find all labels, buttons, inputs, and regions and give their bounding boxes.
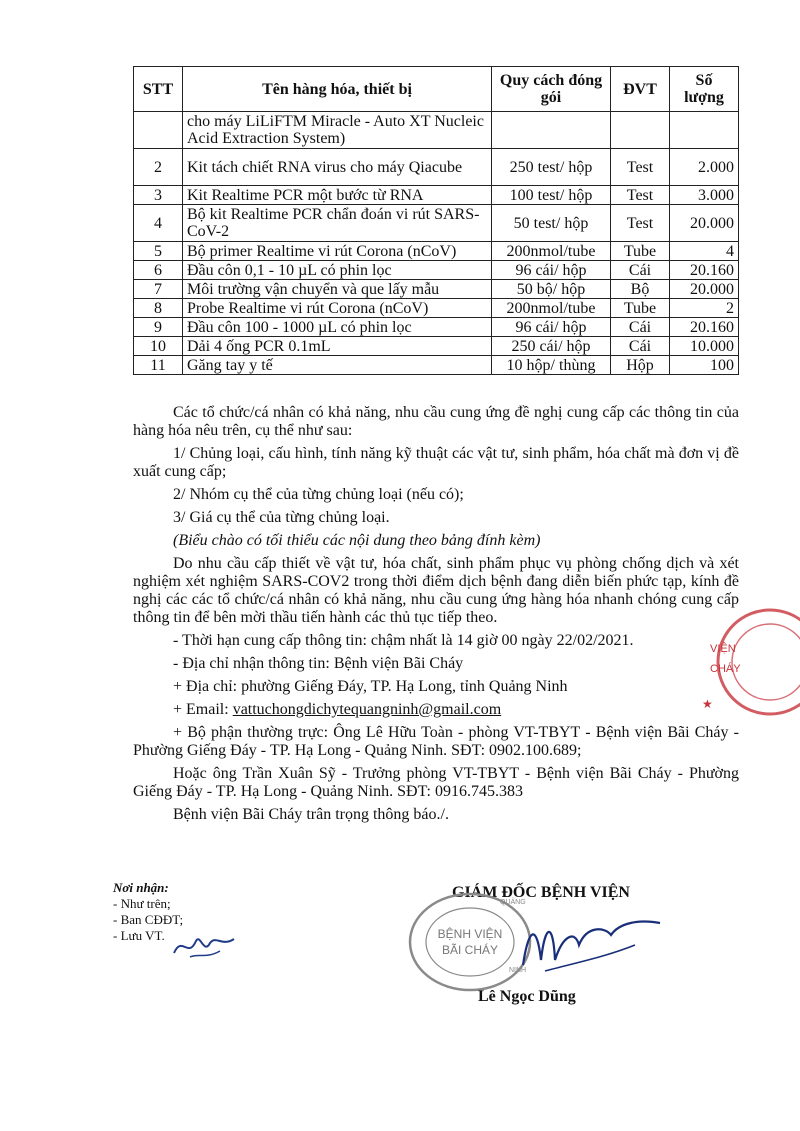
cell-qty: 20.160 (670, 261, 739, 280)
table-row (134, 318, 739, 337)
contact-1-paragraph: + Bộ phận thường trực: Ông Lê Hữu Toàn - phòng VT-TBYT - Bệnh viện Bãi Cháy - Phường Giếng Đáy - TP. Hạ Long - Quảng Ninh. SĐT: 0902.100.689; (133, 724, 739, 759)
header-unit: ĐVT (611, 67, 670, 112)
cell-spec: 250 test/ hộp (492, 149, 611, 186)
contact-2-paragraph: Hoặc ông Trần Xuân Sỹ - Trưởng phòng VT-TBYT - Bệnh viện Bãi Cháy - Phường Giếng Đáy - TP. Hạ Long - Quảng Ninh. SĐT: 0916.745.383 (133, 765, 739, 800)
table-row (134, 261, 739, 280)
stamp-side-right: NINH (509, 967, 527, 974)
cell-qty: 2.000 (670, 149, 739, 186)
cell-name: Kit Realtime PCR một bước từ RNA (183, 186, 492, 205)
initials-signature-icon (170, 925, 240, 965)
table-row (134, 205, 739, 242)
recipient-item: - Lưu VT. (113, 928, 165, 943)
cell-stt: 11 (134, 356, 183, 375)
items-table (133, 66, 739, 375)
cell-qty: 20.160 (670, 318, 739, 337)
cell-name: Probe Realtime vi rút Corona (nCoV) (183, 299, 492, 318)
cell-name: Đầu côn 100 - 1000 µL có phin lọc (183, 318, 492, 337)
cell-unit: Tube (611, 242, 670, 261)
table-row (134, 299, 739, 318)
cell-qty: 4 (670, 242, 739, 261)
cell-spec: 250 cái/ hộp (492, 337, 611, 356)
cell-unit (611, 112, 670, 149)
recipients-title: Nơi nhận: (113, 880, 169, 895)
cell-unit: Cái (611, 337, 670, 356)
cell-stt: 10 (134, 337, 183, 356)
address-line: + Địa chỉ: phường Giếng Đáy, TP. Hạ Long, tỉnh Quảng Ninh (173, 678, 568, 695)
header-stt: STT (134, 67, 183, 112)
header-spec: Quy cách đóng gói (492, 67, 611, 112)
cell-unit: Cái (611, 318, 670, 337)
signer-title: GIÁM ĐỐC BỆNH VIỆN (452, 884, 630, 901)
cell-qty: 20.000 (670, 280, 739, 299)
table-row (134, 356, 739, 375)
cell-name: Đầu côn 0,1 - 10 µL có phin lọc (183, 261, 492, 280)
cell-stt: 9 (134, 318, 183, 337)
intro-paragraph: Các tổ chức/cá nhân có khả năng, nhu cầu cung ứng đề nghị cung cấp các thông tin của hàng hóa nêu trên, cụ thể như sau: (133, 404, 739, 439)
reason-paragraph: Do nhu cầu cấp thiết về vật tư, hóa chất, sinh phẩm phục vụ phòng chống dịch và xét nghiệm xét nghiệm SARS-COV2 trong thời điểm dịch bệnh đang diễn biến phức tạp, kính đề nghị các các tổ chức/cá nhân có khả năng, nhu cầu cung ứng hàng hóa nhanh chóng cung cấp thông tin để bên mời thầu tiến hành các thủ tục tiếp theo. (133, 555, 739, 626)
cell-spec: 96 cái/ hộp (492, 318, 611, 337)
email-link[interactable]: vattuchongdichytequangninh@gmail.com (232, 701, 502, 718)
list-item-1: 1/ Chủng loại, cấu hình, tính năng kỹ thuật các vật tư, sinh phẩm, hóa chất mà đơn vị đề xuất cung cấp; (133, 445, 739, 480)
deadline-line: - Thời hạn cung cấp thông tin: chậm nhất là 14 giờ 00 ngày 22/02/2021. (173, 632, 634, 649)
cell-name: cho máy LiLiFTM Miracle - Auto XT Nucleic Acid Extraction System) (183, 112, 492, 149)
table-row (134, 242, 739, 261)
cell-name: Kit tách chiết RNA virus cho máy Qiacube (183, 149, 492, 186)
note-paragraph (133, 532, 739, 550)
closing-line: Bệnh viện Bãi Cháy trân trọng thông báo./. (173, 806, 449, 823)
cell-qty (670, 112, 739, 149)
cell-stt: 3 (134, 186, 183, 205)
cell-qty: 100 (670, 356, 739, 375)
svg-text:★: ★ (702, 697, 713, 711)
list-item-2: 2/ Nhóm cụ thể của từng chủng loại (nếu có); (173, 486, 464, 503)
receiver-line: - Địa chỉ nhận thông tin: Bệnh viện Bãi Cháy (173, 655, 464, 672)
table-row (134, 337, 739, 356)
cell-stt: 2 (134, 149, 183, 186)
signer-name: Lê Ngọc Dũng (478, 988, 576, 1005)
cell-unit: Tube (611, 299, 670, 318)
recipient-item: - Như trên; (113, 896, 171, 911)
table-row (134, 186, 739, 205)
cell-name: Bộ kit Realtime PCR chẩn đoán vi rút SARS-CoV-2 (183, 205, 492, 242)
cell-spec: 200nmol/tube (492, 242, 611, 261)
table-row-continuation (134, 112, 739, 149)
cell-name: Môi trường vận chuyển và que lấy mẫu (183, 280, 492, 299)
cell-qty: 10.000 (670, 337, 739, 356)
cell-unit: Bộ (611, 280, 670, 299)
cell-qty: 3.000 (670, 186, 739, 205)
cell-qty: 20.000 (670, 205, 739, 242)
cell-unit: Test (611, 205, 670, 242)
stamp-side-top: QUẢNG (500, 899, 526, 906)
list-item-3: 3/ Giá cụ thể của từng chủng loại. (173, 509, 390, 526)
recipient-item: - Ban CĐĐT; (113, 912, 184, 927)
stamp-line2: BÃI CHÁY (441, 943, 499, 957)
cell-stt: 8 (134, 299, 183, 318)
cell-unit: Cái (611, 261, 670, 280)
email-line (133, 701, 739, 719)
email-label: + Email: (173, 701, 233, 718)
stamp-line1: BỆNH VIỆN (437, 927, 503, 941)
cell-unit: Test (611, 186, 670, 205)
cell-name: Bộ primer Realtime vi rút Corona (nCoV) (183, 242, 492, 261)
partial-stamp-icon (690, 600, 800, 720)
stamp-partial-line1: VIỆN (710, 643, 736, 655)
header-qty: Số lượng (670, 67, 739, 112)
cell-name: Găng tay y tế (183, 356, 492, 375)
cell-unit: Test (611, 149, 670, 186)
cell-spec: 50 bộ/ hộp (492, 280, 611, 299)
body-text (133, 404, 739, 829)
cell-spec: 50 test/ hộp (492, 205, 611, 242)
cell-spec: 200nmol/tube (492, 299, 611, 318)
cell-stt: 6 (134, 261, 183, 280)
director-signature-icon (515, 905, 665, 985)
table-row (134, 149, 739, 186)
cell-name: Dải 4 ống PCR 0.1mL (183, 337, 492, 356)
cell-unit: Hộp (611, 356, 670, 375)
table-header-row (134, 67, 739, 112)
note-text: (Biểu chào có tối thiểu các nội dung theo bảng đính kèm) (173, 532, 541, 549)
header-name: Tên hàng hóa, thiết bị (183, 67, 492, 112)
cell-stt: 5 (134, 242, 183, 261)
cell-spec: 100 test/ hộp (492, 186, 611, 205)
cell-spec: 10 hộp/ thùng (492, 356, 611, 375)
cell-stt: 7 (134, 280, 183, 299)
cell-stt: 4 (134, 205, 183, 242)
stamp-partial-line2: CHÁY (710, 663, 741, 675)
cell-spec (492, 112, 611, 149)
cell-qty: 2 (670, 299, 739, 318)
table-row (134, 280, 739, 299)
cell-spec: 96 cái/ hộp (492, 261, 611, 280)
cell-stt (134, 112, 183, 149)
